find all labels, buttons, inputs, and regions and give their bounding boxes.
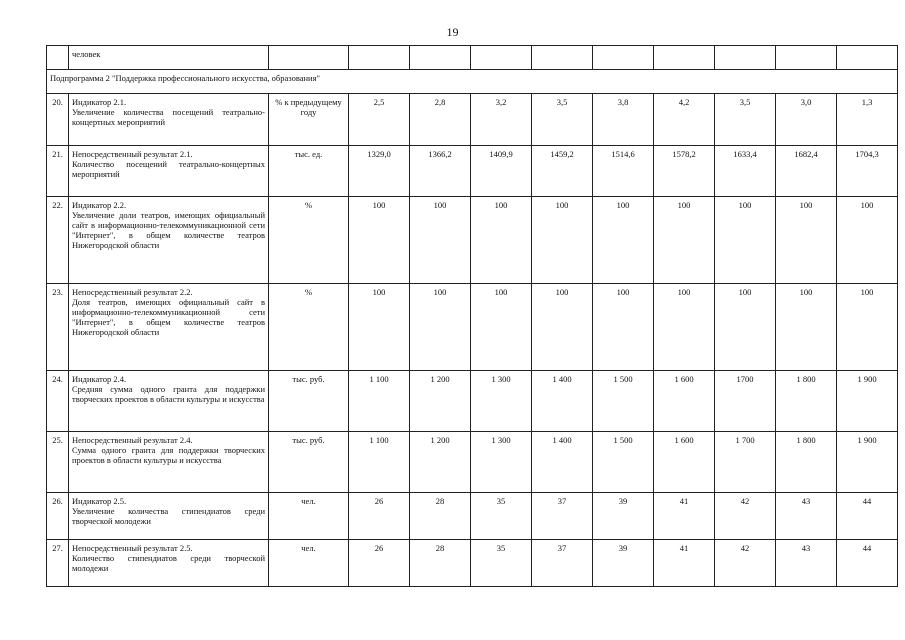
row-name-text: Сумма одного гранта для поддержки творческих проектов в области культуры и искусства: [72, 445, 265, 465]
value-cell: 100: [471, 197, 532, 284]
subprogram-row: [47, 70, 898, 94]
value-cell: 1 600: [654, 432, 715, 493]
value-cell: 41: [654, 493, 715, 540]
value-cell: 26: [349, 540, 410, 587]
value-cell: 1329,0: [349, 146, 410, 197]
value-cell: 100: [715, 284, 776, 371]
value-cell: 4,2: [654, 94, 715, 146]
value-cell: 1 800: [776, 432, 837, 493]
row-unit-cell: %: [269, 284, 349, 371]
value-cell: 44: [837, 540, 898, 587]
value-cell: 100: [837, 284, 898, 371]
row-name-cell: [69, 540, 269, 587]
value-cell: 1,3: [837, 94, 898, 146]
value-cell: 43: [776, 540, 837, 587]
indicators-table: [46, 45, 898, 587]
row-name-text: Индикатор 2.1.: [72, 97, 127, 107]
value-cell: [715, 46, 776, 70]
value-cell: 1 700: [715, 432, 776, 493]
value-cell: 100: [776, 284, 837, 371]
row-name-cell: [69, 197, 269, 284]
row-name-cell: [69, 94, 269, 146]
row-name-text: Увеличение количества стипендиатов среди творческой молодежи: [72, 506, 265, 526]
value-cell: 100: [410, 284, 471, 371]
subprogram-title: Подпрограмма 2 "Поддержка профессионального искусства, образования": [47, 70, 898, 94]
value-cell: [349, 46, 410, 70]
value-cell: 1633,4: [715, 146, 776, 197]
value-cell: 100: [593, 197, 654, 284]
value-cell: 1 800: [776, 371, 837, 432]
table-row: [47, 493, 898, 540]
value-cell: 100: [532, 197, 593, 284]
table-row: [47, 146, 898, 197]
row-name-text: Доля театров, имеющих официальный сайт в информационно-телекоммуникационной сети "Интернет", в общем количестве театров Нижегородской области: [72, 297, 265, 337]
value-cell: 100: [776, 197, 837, 284]
row-number-cell: 20.: [47, 94, 69, 146]
row-number-cell: 24.: [47, 371, 69, 432]
value-cell: 1 400: [532, 432, 593, 493]
value-cell: 37: [532, 493, 593, 540]
value-cell: 100: [837, 197, 898, 284]
value-cell: 1 100: [349, 371, 410, 432]
value-cell: 1 300: [471, 371, 532, 432]
row-name-text: Непосредственный результат 2.5.: [72, 543, 193, 553]
row-name-cell: человек: [69, 46, 269, 70]
value-cell: 1 900: [837, 432, 898, 493]
value-cell: 1 500: [593, 371, 654, 432]
row-name-text: Индикатор 2.4.: [72, 374, 127, 384]
row-name-text: Непосредственный результат 2.1.: [72, 149, 193, 159]
value-cell: [593, 46, 654, 70]
row-name-cell: [69, 371, 269, 432]
row-name-cell: [69, 146, 269, 197]
value-cell: 1514,6: [593, 146, 654, 197]
row-unit-cell: %: [269, 197, 349, 284]
value-cell: 39: [593, 493, 654, 540]
row-number-cell: 27.: [47, 540, 69, 587]
value-cell: 100: [654, 197, 715, 284]
row-unit-cell: [269, 46, 349, 70]
table-row: [47, 94, 898, 146]
value-cell: 100: [410, 197, 471, 284]
row-number-cell: 25.: [47, 432, 69, 493]
value-cell: 28: [410, 493, 471, 540]
table-row: [47, 371, 898, 432]
value-cell: 1 500: [593, 432, 654, 493]
row-name-text: Непосредственный результат 2.2.: [72, 287, 193, 297]
value-cell: 1459,2: [532, 146, 593, 197]
row-name-text: Количество посещений театрально-концертных мероприятий: [72, 159, 265, 179]
value-cell: 1 200: [410, 432, 471, 493]
value-cell: 42: [715, 493, 776, 540]
table-row: [47, 284, 898, 371]
row-unit-cell: чел.: [269, 493, 349, 540]
value-cell: 1 900: [837, 371, 898, 432]
value-cell: 1704,3: [837, 146, 898, 197]
value-cell: 1578,2: [654, 146, 715, 197]
value-cell: 1 600: [654, 371, 715, 432]
value-cell: 1366,2: [410, 146, 471, 197]
value-cell: 2,8: [410, 94, 471, 146]
row-unit-cell: % к предыдущему году: [269, 94, 349, 146]
value-cell: 37: [532, 540, 593, 587]
value-cell: 3,0: [776, 94, 837, 146]
row-name-cell: [69, 284, 269, 371]
value-cell: 100: [715, 197, 776, 284]
row-name-text: Увеличение количества посещений театрально-концертных мероприятий: [72, 107, 265, 127]
value-cell: 100: [349, 197, 410, 284]
value-cell: 3,5: [532, 94, 593, 146]
row-unit-cell: чел.: [269, 540, 349, 587]
row-number-cell: 26.: [47, 493, 69, 540]
value-cell: 1 100: [349, 432, 410, 493]
row-number-cell: 22.: [47, 197, 69, 284]
value-cell: 39: [593, 540, 654, 587]
row-name-text: Индикатор 2.2.: [72, 200, 127, 210]
table-row: [47, 432, 898, 493]
value-cell: 3,2: [471, 94, 532, 146]
value-cell: 100: [349, 284, 410, 371]
table-row: [47, 540, 898, 587]
value-cell: [837, 46, 898, 70]
row-name-text: Индикатор 2.5.: [72, 496, 127, 506]
row-number-cell: 23.: [47, 284, 69, 371]
value-cell: 41: [654, 540, 715, 587]
row-name-text: Средняя сумма одного гранта для поддержки творческих проектов в области культуры и искусства: [72, 384, 265, 404]
value-cell: 1 400: [532, 371, 593, 432]
row-number-cell: [47, 46, 69, 70]
value-cell: 35: [471, 540, 532, 587]
value-cell: 28: [410, 540, 471, 587]
value-cell: 3,8: [593, 94, 654, 146]
value-cell: 43: [776, 493, 837, 540]
row-name-text: Непосредственный результат 2.4.: [72, 435, 193, 445]
table-row: [47, 197, 898, 284]
value-cell: 3,5: [715, 94, 776, 146]
value-cell: 44: [837, 493, 898, 540]
value-cell: 100: [532, 284, 593, 371]
value-cell: 100: [471, 284, 532, 371]
value-cell: [776, 46, 837, 70]
value-cell: 2,5: [349, 94, 410, 146]
value-cell: 35: [471, 493, 532, 540]
row-unit-cell: тыс. ед.: [269, 146, 349, 197]
value-cell: 42: [715, 540, 776, 587]
value-cell: [410, 46, 471, 70]
row-name-cell: [69, 432, 269, 493]
value-cell: 26: [349, 493, 410, 540]
page-number: 19: [446, 25, 459, 39]
row-name-cell: [69, 493, 269, 540]
value-cell: 1 200: [410, 371, 471, 432]
value-cell: 100: [593, 284, 654, 371]
row-number-cell: 21.: [47, 146, 69, 197]
row-unit-cell: тыс. руб.: [269, 432, 349, 493]
row-unit-cell: тыс. руб.: [269, 371, 349, 432]
value-cell: [532, 46, 593, 70]
value-cell: 1409,9: [471, 146, 532, 197]
table-row-continuation: [47, 46, 898, 70]
row-name-text: Количество стипендиатов среди творческой молодежи: [72, 553, 265, 573]
row-name-text: Увеличение доли театров, имеющих официальный сайт в информационно-телекоммуникационной сети "Интернет", в общем количестве театров Нижегородской области: [72, 210, 265, 250]
value-cell: [654, 46, 715, 70]
value-cell: 1700: [715, 371, 776, 432]
value-cell: 1682,4: [776, 146, 837, 197]
value-cell: 1 300: [471, 432, 532, 493]
value-cell: [471, 46, 532, 70]
value-cell: 100: [654, 284, 715, 371]
